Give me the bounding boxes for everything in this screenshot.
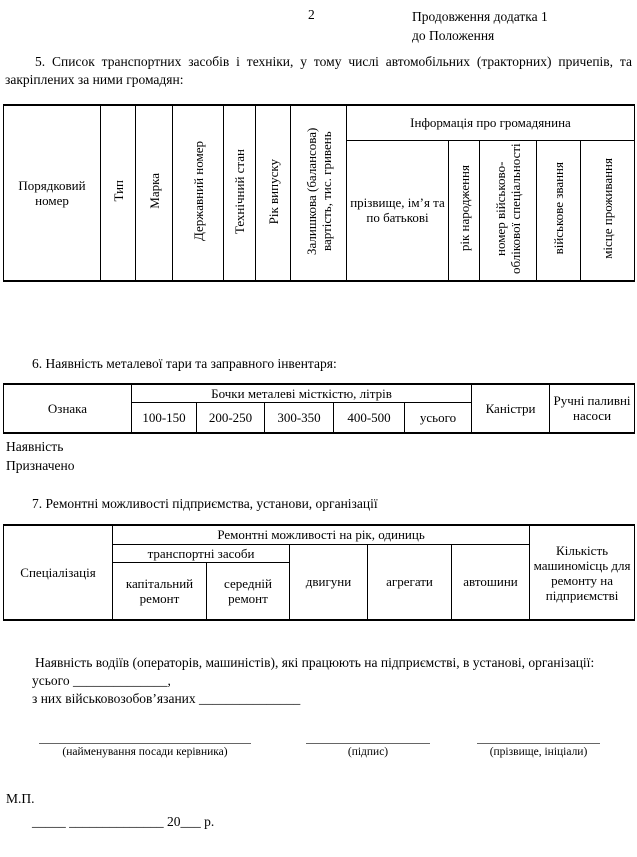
signature-row: [0, 734, 637, 760]
col-header-range-400-500: 400-500: [334, 402, 405, 433]
col-header-range-100-150: 100-150: [132, 402, 197, 433]
col-header-repair-capacity: Кількість машиномісць для ремонту на підприємстві: [530, 525, 635, 620]
col-header-range-300-350: 300-350: [265, 402, 334, 433]
row-label-availability: Наявність: [6, 439, 64, 454]
drivers-paragraph: Наявність водіїв (операторів, машиністів), які працюють на підприємстві, в установі, організації:: [35, 655, 595, 670]
signature-sign-caption: (підпис): [347, 746, 389, 758]
col-header-technical-state: Технічний стан: [224, 105, 256, 281]
col-header-overhaul-repair: капітальний ремонт: [113, 562, 207, 620]
document-header: [0, 0, 637, 44]
stamp-label: М.П.: [6, 791, 35, 806]
col-header-full-name: прізвище, ім’я та по батькові: [347, 140, 449, 281]
signature-name-block: [477, 734, 600, 760]
col-group-barrels: Бочки металеві місткістю, літрів: [132, 384, 472, 403]
appendix-title-line2: до Положення: [412, 28, 495, 43]
col-group-vehicles: транспортні засоби: [113, 544, 290, 562]
col-header-state-number: Державний номер: [173, 105, 224, 281]
signature-sign-block: [306, 734, 430, 760]
col-header-residual-value: Залишкова (балансова) вартість, тис. гривень: [291, 105, 347, 281]
signature-position-block: [39, 734, 251, 760]
col-header-canisters: Каністри: [472, 384, 550, 434]
col-header-specialization: Спеціалізація: [4, 525, 113, 620]
col-group-citizen-info: Інформація про громадянина: [347, 105, 635, 140]
col-header-serial-number: Порядковий номер: [4, 105, 101, 281]
row-label-assigned: Призначено: [6, 458, 75, 473]
col-header-year: Рік випуску: [256, 105, 291, 281]
date-blank-line: _____ ______________ 20___ р.: [32, 814, 215, 829]
col-header-aggregates: агрегати: [368, 544, 452, 620]
signature-name-caption: (прізвище, ініціали): [489, 746, 588, 758]
signature-position-caption: (найменування посади керівника): [62, 746, 228, 758]
col-group-repair-capabilities: Ремонтні можливості на рік, одиниць: [113, 525, 530, 544]
appendix-title: [412, 7, 548, 45]
signature-position-line: [39, 734, 251, 744]
drivers-reservists-blank: з них військовозобов’язаних _______________: [32, 691, 301, 706]
drivers-total-blank: усього ______________,: [32, 673, 171, 688]
col-header-residence: місце проживання: [581, 140, 635, 281]
section6-heading: 6. Наявність металевої тари та заправного інвентаря:: [32, 355, 337, 371]
col-header-type: Тип: [101, 105, 136, 281]
col-header-tires: автошини: [452, 544, 530, 620]
col-header-brand: Марка: [136, 105, 173, 281]
col-header-range-total: усього: [405, 402, 472, 433]
page-number: 2: [308, 7, 315, 22]
col-header-hand-pumps: Ручні паливні насоси: [550, 384, 635, 434]
col-header-medium-repair: середній ремонт: [207, 562, 290, 620]
appendix-title-line1: Продовження додатка 1: [412, 9, 548, 24]
section7-heading: 7. Ремонтні можливості підприємства, установи, організації: [32, 496, 378, 511]
col-header-military-specialty: номер військово-облікової спеціальності: [480, 140, 537, 281]
col-header-range-200-250: 200-250: [197, 402, 265, 433]
col-header-feature: Ознака: [4, 384, 132, 434]
col-header-military-rank: військове звання: [537, 140, 581, 281]
vehicles-table: [3, 104, 635, 282]
repairs-table: [3, 524, 635, 621]
signature-sign-line: [306, 734, 430, 744]
col-header-birth-year: рік народження: [449, 140, 480, 281]
containers-table: [3, 383, 635, 435]
signature-name-line: [477, 734, 600, 744]
col-header-engines: двигуни: [290, 544, 368, 620]
section5-heading: 5. Список транспортних засобів і техніки, у тому числі автомобільних (тракторних) причепів, та закріплених за ними громадян:: [5, 54, 632, 87]
containers-row-labels: [0, 437, 637, 475]
